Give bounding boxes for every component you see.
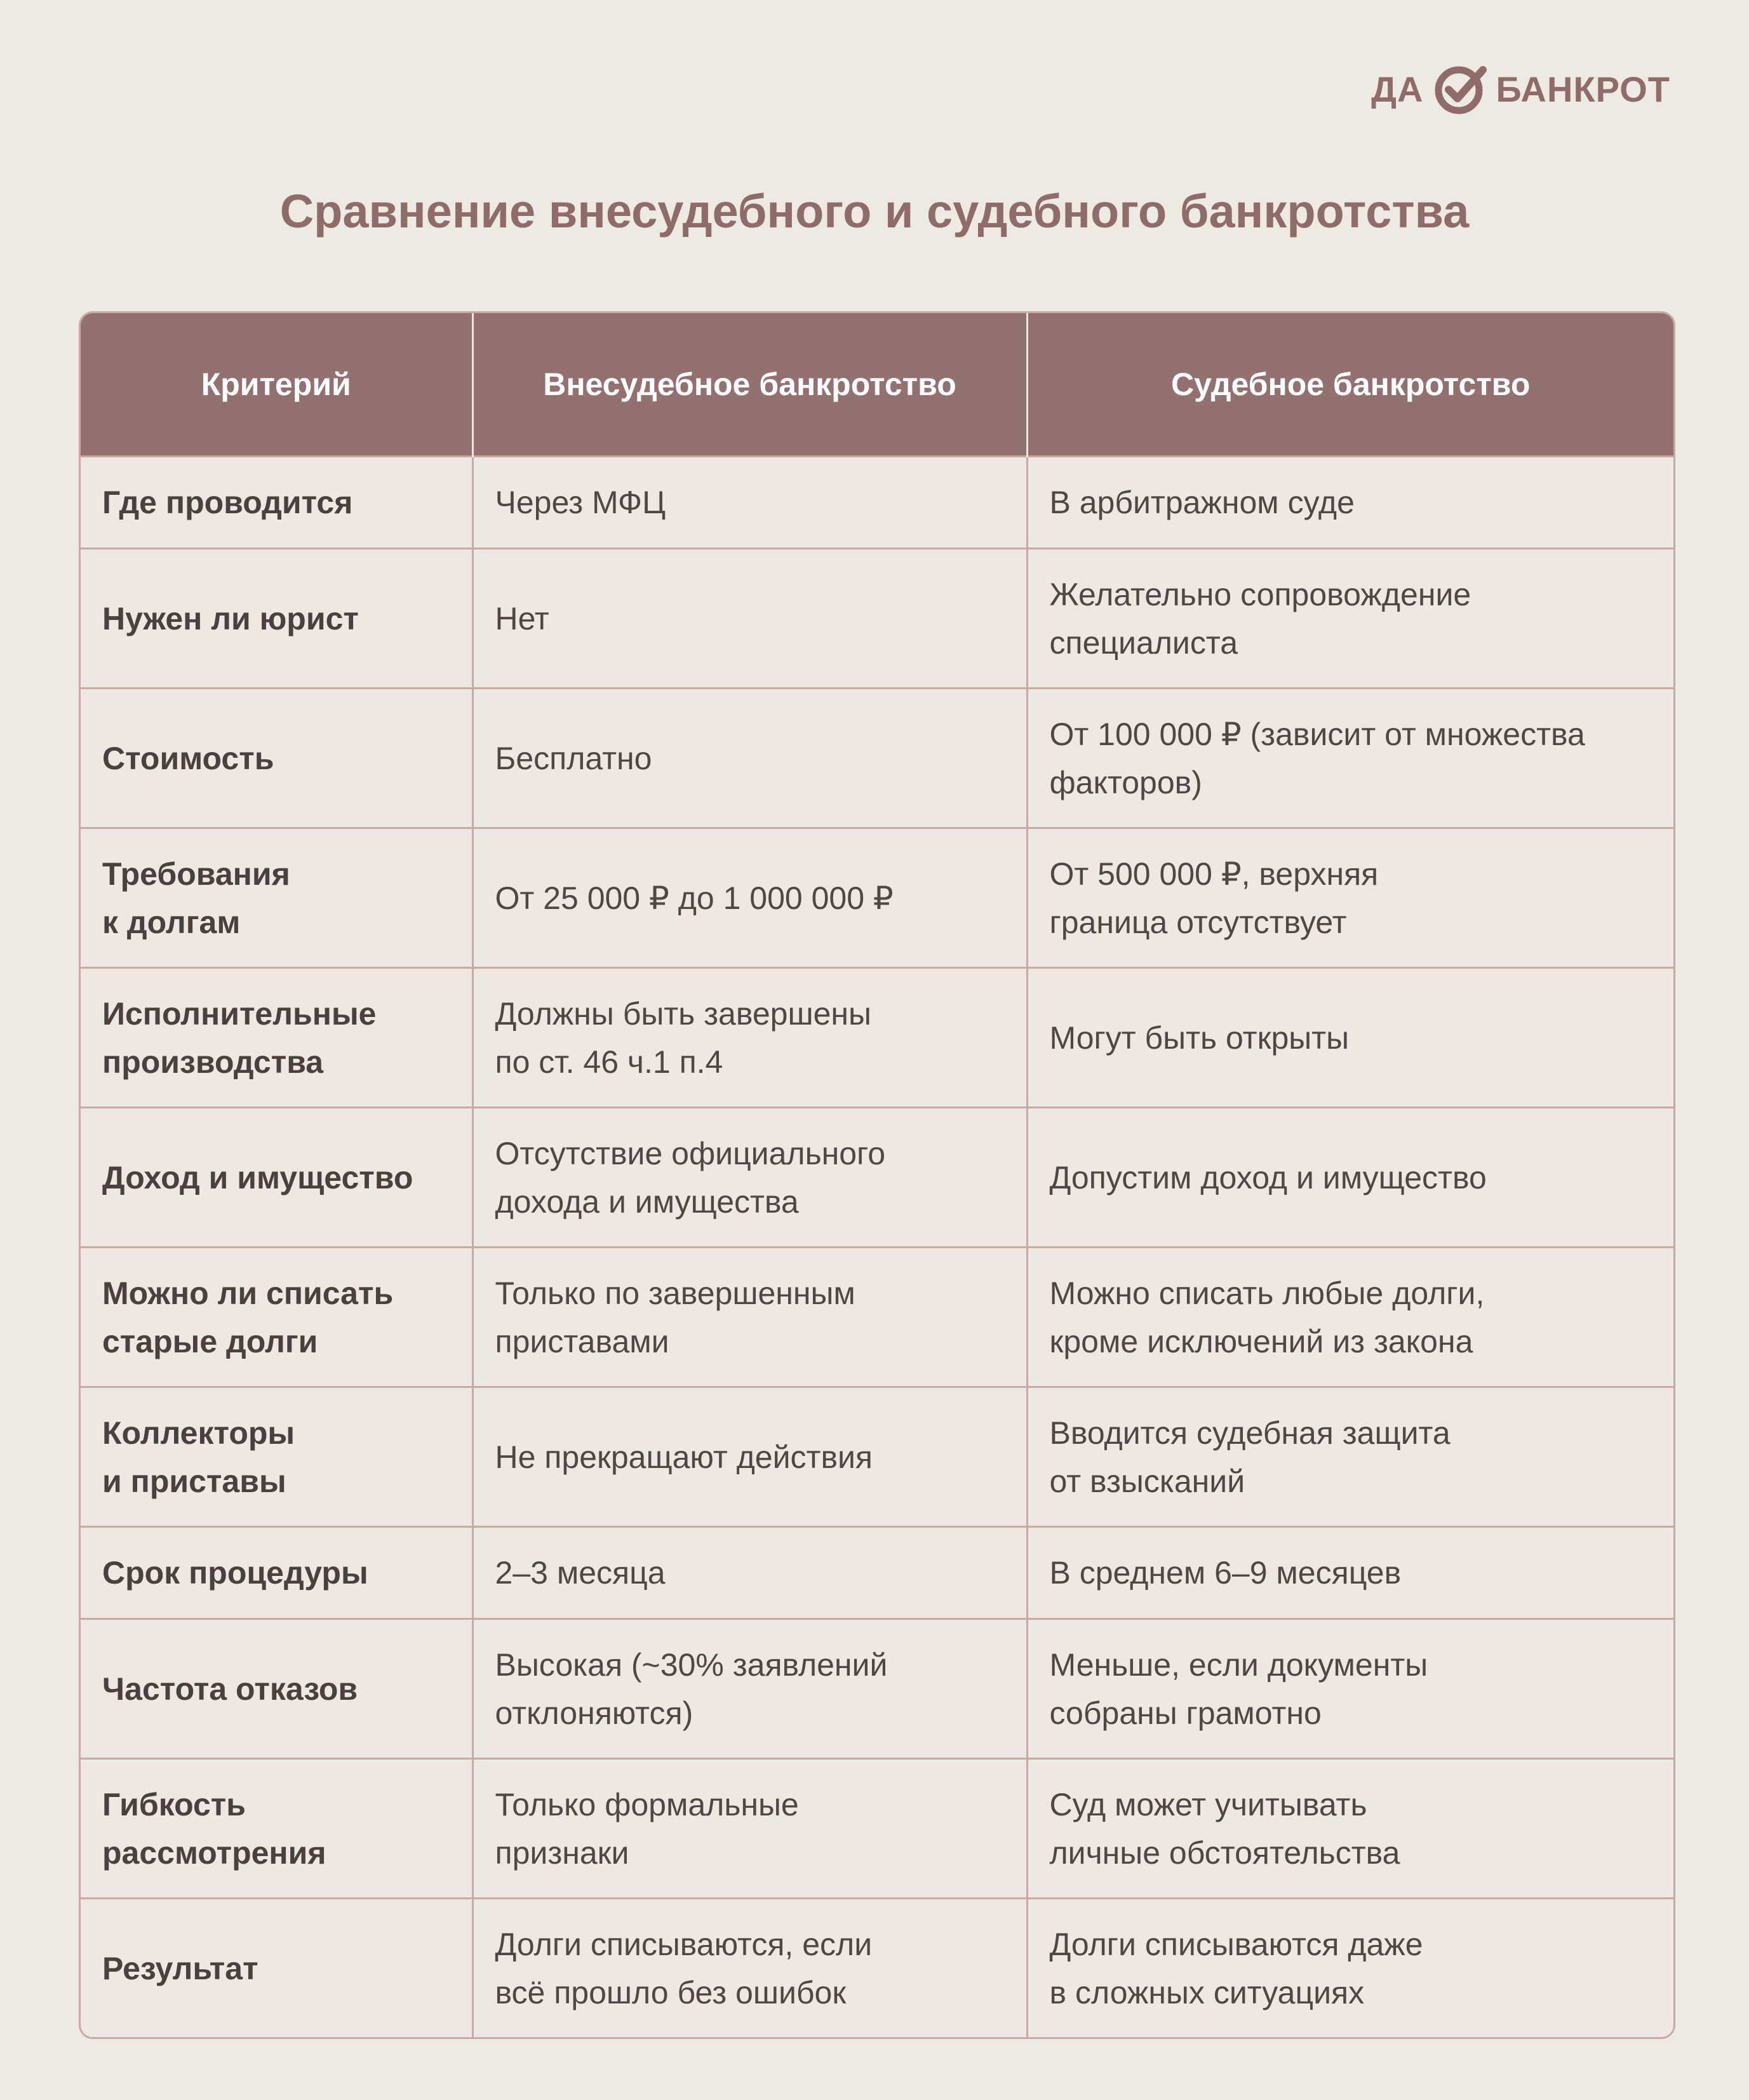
table-row — [81, 968, 1673, 1108]
header-criterion: Критерий — [81, 313, 472, 457]
logo-right-text: БАНКРОТ — [1496, 69, 1670, 109]
cell-text-line: дохода и имущества — [495, 1183, 799, 1220]
table-row — [81, 457, 1673, 549]
cell-out-of-court — [472, 1619, 1027, 1759]
comparison-table — [79, 311, 1675, 2039]
cell-text-line: Результат — [102, 1950, 258, 1986]
cell-court — [1027, 549, 1673, 689]
cell-court — [1027, 968, 1673, 1108]
cell-text-line: производства — [102, 1044, 324, 1080]
cell-criterion — [81, 689, 472, 828]
cell-criterion — [81, 1899, 472, 2038]
cell-court — [1027, 1759, 1673, 1899]
cell-text-line: факторов) — [1049, 764, 1202, 800]
cell-text-line: Гибкость — [102, 1786, 246, 1822]
table-row — [81, 1899, 1673, 2038]
cell-text-line: граница отсутствует — [1049, 904, 1347, 940]
cell-out-of-court — [472, 1527, 1027, 1619]
table-row — [81, 1619, 1673, 1759]
cell-out-of-court — [472, 1899, 1027, 2038]
cell-text-line: 2–3 месяца — [495, 1555, 666, 1591]
cell-court — [1027, 1899, 1673, 2038]
cell-text-line: Суд может учитывать — [1049, 1786, 1367, 1822]
header-court: Судебное банкротство — [1027, 313, 1673, 457]
cell-court — [1027, 1108, 1673, 1248]
cell-text-line: В арбитражном суде — [1049, 485, 1355, 520]
cell-court — [1027, 1619, 1673, 1759]
cell-text-line: Коллекторы — [102, 1415, 295, 1451]
cell-text-line: От 100 000 ₽ (зависит от множества — [1049, 716, 1585, 752]
cell-text-line: Требования — [102, 856, 290, 892]
cell-text-line: отклоняются) — [495, 1695, 694, 1731]
cell-text-line: Где проводится — [102, 485, 353, 520]
cell-text-line: В среднем 6–9 месяцев — [1049, 1555, 1402, 1591]
table-row — [81, 828, 1673, 968]
table-row — [81, 1108, 1673, 1248]
cell-text-line: Можно списать любые долги, — [1049, 1275, 1485, 1311]
cell-court — [1027, 689, 1673, 828]
cell-text-line: Высокая (~30% заявлений — [495, 1646, 888, 1683]
cell-criterion — [81, 1387, 472, 1527]
cell-text-line: Допустим доход и имущество — [1049, 1159, 1487, 1195]
cell-text-line: к долгам — [102, 904, 241, 940]
cell-text-line: в сложных ситуациях — [1049, 1974, 1365, 2010]
cell-text-line: Срок процедуры — [102, 1555, 368, 1591]
cell-text-line: Могут быть открыты — [1049, 1020, 1350, 1056]
cell-out-of-court — [472, 549, 1027, 689]
cell-text-line: Только формальные — [495, 1786, 799, 1822]
cell-court — [1027, 457, 1673, 549]
cell-criterion — [81, 1619, 472, 1759]
cell-text-line: Стоимость — [102, 740, 274, 776]
cell-out-of-court — [472, 1248, 1027, 1387]
cell-court — [1027, 1387, 1673, 1527]
cell-text-line: признаки — [495, 1834, 629, 1871]
cell-out-of-court — [472, 968, 1027, 1108]
cell-text-line: Меньше, если документы — [1049, 1646, 1428, 1683]
cell-criterion — [81, 1759, 472, 1899]
table-row — [81, 549, 1673, 689]
check-circle-icon — [1433, 62, 1487, 116]
cell-text-line: Доход и имущество — [102, 1159, 413, 1195]
table-row — [81, 1759, 1673, 1899]
cell-criterion — [81, 1527, 472, 1619]
cell-text-line: и приставы — [102, 1463, 286, 1499]
cell-text-line: старые долги — [102, 1323, 318, 1359]
cell-text-line: приставами — [495, 1323, 669, 1359]
cell-out-of-court — [472, 1387, 1027, 1527]
cell-text-line: от взысканий — [1049, 1463, 1245, 1499]
cell-criterion — [81, 1108, 472, 1248]
cell-text-line: всё прошло без ошибок — [495, 1974, 847, 2010]
cell-out-of-court — [472, 1108, 1027, 1248]
header-out-of-court: Внесудебное банкротство — [472, 313, 1027, 457]
cell-court — [1027, 1527, 1673, 1619]
cell-text-line: Частота отказов — [102, 1671, 358, 1707]
cell-criterion — [81, 1248, 472, 1387]
brand-logo — [1371, 62, 1670, 116]
cell-out-of-court — [472, 1759, 1027, 1899]
cell-text-line: Долги списываются даже — [1049, 1926, 1423, 1962]
table-row — [81, 1248, 1673, 1387]
table-header-row — [81, 313, 1673, 457]
cell-text-line: Можно ли списать — [102, 1275, 394, 1311]
cell-text-line: Нет — [495, 600, 549, 636]
page-title: Сравнение внесудебного и судебного банкротства — [279, 185, 1470, 238]
cell-court — [1027, 1248, 1673, 1387]
cell-text-line: рассмотрения — [102, 1834, 326, 1871]
cell-criterion — [81, 828, 472, 968]
table-row — [81, 1527, 1673, 1619]
cell-text-line: кроме исключений из закона — [1049, 1323, 1473, 1359]
cell-court — [1027, 828, 1673, 968]
cell-text-line: Вводится судебная защита — [1049, 1415, 1451, 1451]
cell-text-line: личные обстоятельства — [1049, 1834, 1400, 1871]
cell-criterion — [81, 457, 472, 549]
cell-text-line: Желательно сопровождение — [1049, 576, 1471, 612]
cell-criterion — [81, 968, 472, 1108]
cell-text-line: Отсутствие официального — [495, 1135, 886, 1171]
logo-left-text: ДА — [1371, 69, 1424, 109]
cell-text-line: Бесплатно — [495, 740, 652, 776]
cell-text-line: Исполнительные — [102, 995, 377, 1032]
cell-text-line: по ст. 46 ч.1 п.4 — [495, 1044, 723, 1080]
cell-text-line: Через МФЦ — [495, 485, 666, 520]
cell-text-line: Не прекращают действия — [495, 1439, 873, 1475]
cell-text-line: От 25 000 ₽ до 1 000 000 ₽ — [495, 880, 894, 916]
cell-criterion — [81, 549, 472, 689]
cell-text-line: От 500 000 ₽, верхняя — [1049, 856, 1379, 892]
table-row — [81, 689, 1673, 828]
cell-out-of-court — [472, 457, 1027, 549]
cell-out-of-court — [472, 689, 1027, 828]
table-row — [81, 1387, 1673, 1527]
cell-text-line: Нужен ли юрист — [102, 600, 359, 636]
cell-text-line: Должны быть завершены — [495, 995, 871, 1032]
cell-text-line: собраны грамотно — [1049, 1695, 1322, 1731]
cell-text-line: Долги списываются, если — [495, 1926, 873, 1962]
cell-out-of-court — [472, 828, 1027, 968]
cell-text-line: Только по завершенным — [495, 1275, 855, 1311]
cell-text-line: специалиста — [1049, 624, 1238, 661]
